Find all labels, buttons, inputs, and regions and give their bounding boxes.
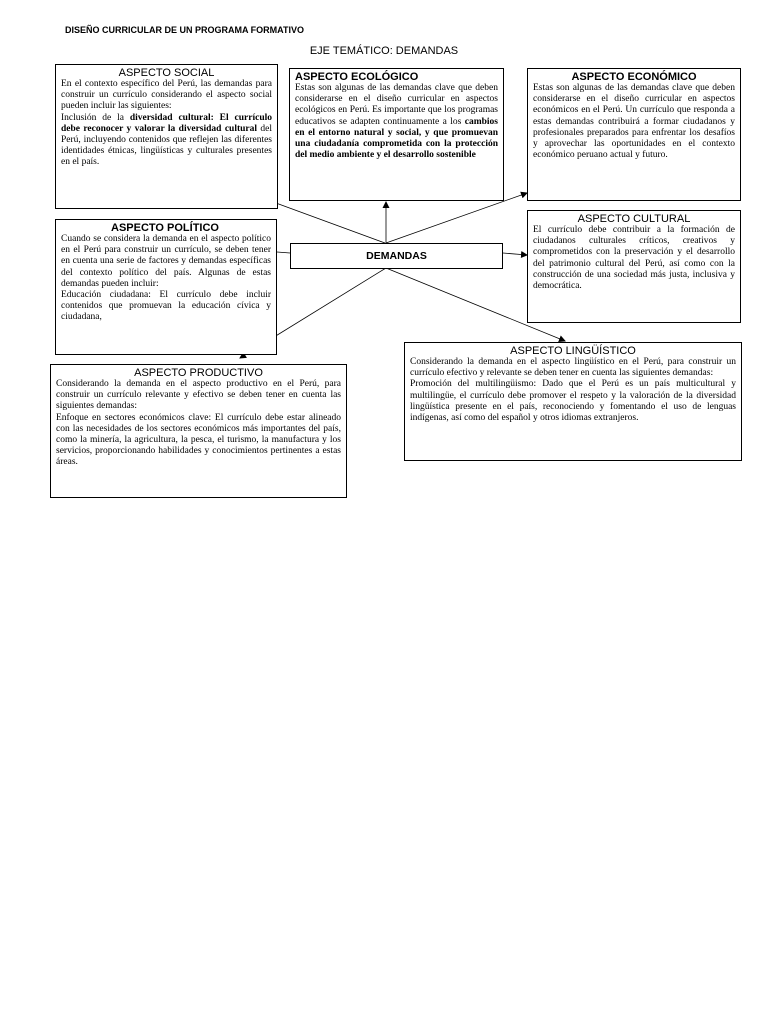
linguistico-paragraph-1: Considerando la demanda en el aspecto lingüístico en el Perú, para construir un currículo efectivo y relevante se deben tener en cuenta las siguientes demandas: [410, 357, 736, 379]
cultural-body [533, 225, 735, 292]
center-label: DEMANDAS [366, 250, 427, 262]
economico-title: ASPECTO ECONÓMICO [571, 71, 697, 83]
politico-body [61, 234, 271, 324]
diagram-subtitle: EJE TEMÁTICO: DEMANDAS [309, 45, 459, 57]
center-node-demandas [290, 243, 503, 269]
productivo-title: ASPECTO PRODUCTIVO [134, 367, 263, 379]
ecologico-title: ASPECTO ECOLÓGICO [295, 71, 419, 83]
productivo-paragraph-2: Enfoque en sectores económicos clave: El currículo debe estar alineado con las necesidades de los sectores económicos más importantes del país, como la minería, la agricultura, la pesca, el turismo, la manufactura y los servicios, proporcionando habilidades y conocimientos pertinentes a estas áreas. [56, 412, 341, 468]
box-aspecto-cultural [527, 210, 741, 323]
document-title: DISEÑO CURRICULAR DE UN PROGRAMA FORMATIVO [65, 25, 304, 35]
ecologico-body [295, 83, 498, 161]
cultural-paragraph-1: El currículo debe contribuir a la formación de ciudadanos culturales críticos, creativos y comprometidos con la preservación y el desarrollo del patrimonio cultural del Perú, así como con la construcción de una sociedad más justa, inclusiva y democrática. [533, 225, 735, 292]
arrow-to-social [265, 199, 385, 243]
economico-paragraph-1: Estas son algunas de las demandas clave que deben considerarse en el diseño curricular en aspectos económicos en el Perú. Un currículo que responda a estas demandas contribuirá a formar ciudadanos y profesionales preparados para enfrentar los desafíos y aprovechar las oportunidades en el contexto económico peruano actual y futuro. [533, 83, 735, 161]
ecologico-paragraph-1: Estas son algunas de las demandas clave que deben considerarse en el diseño curricular en aspectos ecológicos en Perú. Es importante que los programas educativos se adapten continuamente a los cambios en el entorno natural y social, y que promuevan una ciudadanía comprometida con la protección del medio ambiente y el desarrollo sostenible [295, 83, 498, 161]
social-paragraph-1: En el contexto específico del Perú, las demandas para construir un currículo considerando el aspecto social pueden incluir las siguientes: [61, 79, 272, 112]
economico-body [533, 83, 735, 161]
politico-paragraph-1: Cuando se considera la demanda en el aspecto político en el Perú para construir un currículo, se deben tener en cuenta una serie de factores y demandas específicas del contexto político del país. Algunas de estas demandas pueden incluir: [61, 234, 271, 289]
box-aspecto-social [55, 64, 278, 209]
politico-title: ASPECTO POLÍTICO [111, 222, 219, 234]
social-body [61, 79, 272, 169]
linguistico-paragraph-2: Promoción del multilingüismo: Dado que el Perú es un país multicultural y multilingüe, el currículo debe promover el respeto y la valoración de la diversidad lingüística presente en el país, reconociendo y fomentando el uso de lenguas indígenas, así como del español y otros idiomas extranjeros. [410, 379, 736, 424]
social-title: ASPECTO SOCIAL [118, 67, 215, 79]
box-aspecto-productivo [50, 364, 347, 498]
box-aspecto-politico [55, 219, 277, 355]
productivo-body [56, 379, 341, 469]
box-aspecto-linguistico [404, 342, 742, 461]
cultural-title: ASPECTO CULTURAL [577, 213, 691, 225]
linguistico-body [410, 357, 736, 424]
social-paragraph-2: Inclusión de la diversidad cultural: El currículo debe reconocer y valorar la diversidad cultural del Perú, incluyendo contenidos que reflejen las diferentes identidades étnicas, lingüísticas y culturales presentes en el país. [61, 112, 273, 168]
arrow-to-cultural [503, 253, 527, 255]
box-aspecto-ecologico [289, 68, 504, 201]
box-aspecto-economico [527, 68, 741, 201]
politico-paragraph-2: Educación ciudadana: El currículo debe incluir contenidos que promuevan la educación cívica y ciudadana, [61, 290, 271, 323]
productivo-paragraph-1: Considerando la demanda en el aspecto productivo en el Perú, para construir un currículo relevante y efectivo se deben tener en cuenta las siguientes demandas: [56, 379, 341, 412]
linguistico-title: ASPECTO LINGÜÍSTICO [510, 345, 636, 357]
